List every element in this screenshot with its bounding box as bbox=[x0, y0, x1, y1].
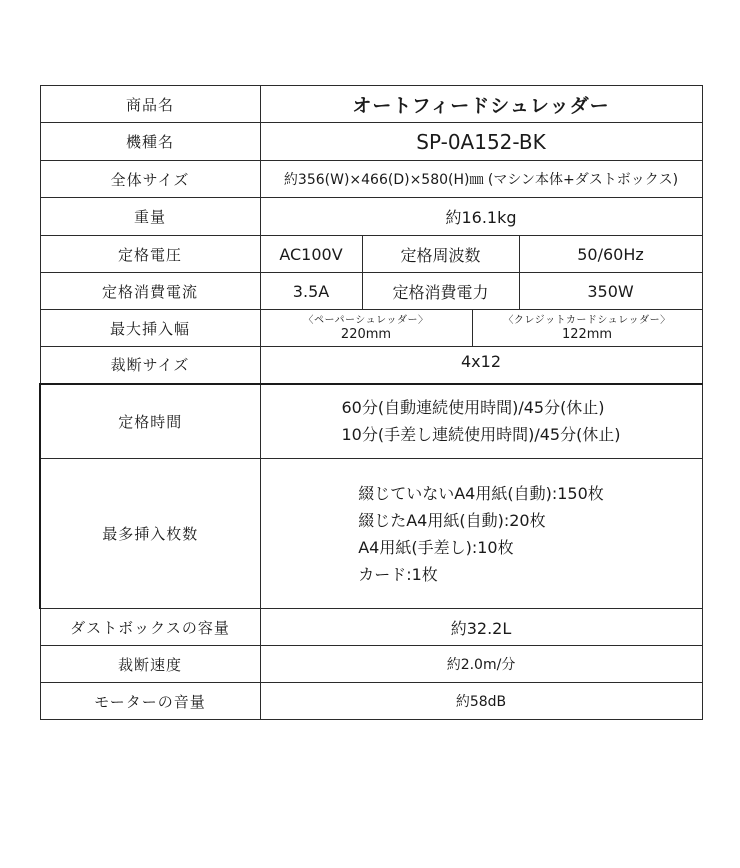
max-sheets-line-2: 綴じたA4用紙(自動):20枚 bbox=[358, 510, 546, 530]
value-cut-size: 4x12 bbox=[260, 347, 702, 384]
value-current: 3.5A bbox=[260, 273, 362, 310]
rated-time-line-1: 60分(自動連続使用時間)/45分(休止) bbox=[341, 398, 605, 418]
label-product-name: 商品名 bbox=[40, 86, 260, 123]
label-rated-time: 定格時間 bbox=[40, 384, 260, 459]
label-current: 定格消費電流 bbox=[40, 273, 260, 310]
label-max-width: 最大挿入幅 bbox=[40, 310, 260, 347]
spec-table bbox=[39, 85, 703, 720]
value-frequency: 50/60Hz bbox=[519, 236, 702, 273]
row-cut-speed bbox=[40, 646, 702, 683]
row-max-sheets bbox=[40, 459, 702, 609]
label-voltage: 定格電圧 bbox=[40, 236, 260, 273]
value-voltage: AC100V bbox=[260, 236, 362, 273]
label-cut-speed: 裁断速度 bbox=[40, 646, 260, 683]
max-sheets-line-1: 綴じていないA4用紙(自動):150枚 bbox=[358, 483, 604, 503]
row-product-name bbox=[40, 86, 702, 123]
value-card-width: 122mm bbox=[561, 327, 613, 342]
label-noise: モーターの音量 bbox=[40, 683, 260, 720]
label-power: 定格消費電力 bbox=[362, 273, 519, 310]
max-sheets-lines bbox=[358, 480, 604, 588]
cell-max-sheets bbox=[260, 459, 702, 609]
rated-time-lines bbox=[341, 394, 620, 448]
note-paper-shredder: 〈ペーパーシュレッダー〉 bbox=[303, 315, 429, 326]
row-model bbox=[40, 123, 702, 161]
value-power: 350W bbox=[519, 273, 702, 310]
note-card-shredder: 〈クレジットカードシュレッダー〉 bbox=[503, 315, 671, 326]
value-noise: 約58dB bbox=[260, 683, 702, 720]
cell-card-width bbox=[472, 310, 702, 347]
value-paper-width: 220mm bbox=[340, 327, 392, 342]
value-model: SP-0A152-BK bbox=[260, 123, 702, 161]
value-cut-speed: 約2.0m/分 bbox=[260, 646, 702, 683]
label-dust-box: ダストボックスの容量 bbox=[40, 609, 260, 646]
label-size: 全体サイズ bbox=[40, 161, 260, 198]
row-size bbox=[40, 161, 702, 198]
value-weight: 約16.1kg bbox=[260, 198, 702, 236]
value-size: 約356(W)×466(D)×580(H)㎜ (マシン本体+ダストボックス) bbox=[260, 161, 702, 198]
label-model: 機種名 bbox=[40, 123, 260, 161]
value-dust-box: 約32.2L bbox=[260, 609, 702, 646]
row-weight bbox=[40, 198, 702, 236]
row-cut-size bbox=[40, 347, 702, 384]
label-weight: 重量 bbox=[40, 198, 260, 236]
rated-time-line-2: 10分(手差し連続使用時間)/45分(休止) bbox=[341, 425, 621, 445]
row-rated-time bbox=[40, 384, 702, 459]
max-sheets-line-3: A4用紙(手差し):10枚 bbox=[358, 537, 514, 557]
cell-rated-time bbox=[260, 384, 702, 459]
label-max-sheets: 最多挿入枚数 bbox=[40, 459, 260, 609]
label-frequency: 定格周波数 bbox=[362, 236, 519, 273]
value-product-name: オートフィードシュレッダー bbox=[260, 86, 702, 123]
row-max-width bbox=[40, 310, 702, 347]
row-dust-box bbox=[40, 609, 702, 646]
row-voltage bbox=[40, 236, 702, 273]
row-current bbox=[40, 273, 702, 310]
cell-paper-width bbox=[260, 310, 472, 347]
row-noise bbox=[40, 683, 702, 720]
label-cut-size: 裁断サイズ bbox=[40, 347, 260, 384]
max-sheets-line-4: カード:1枚 bbox=[358, 564, 438, 584]
